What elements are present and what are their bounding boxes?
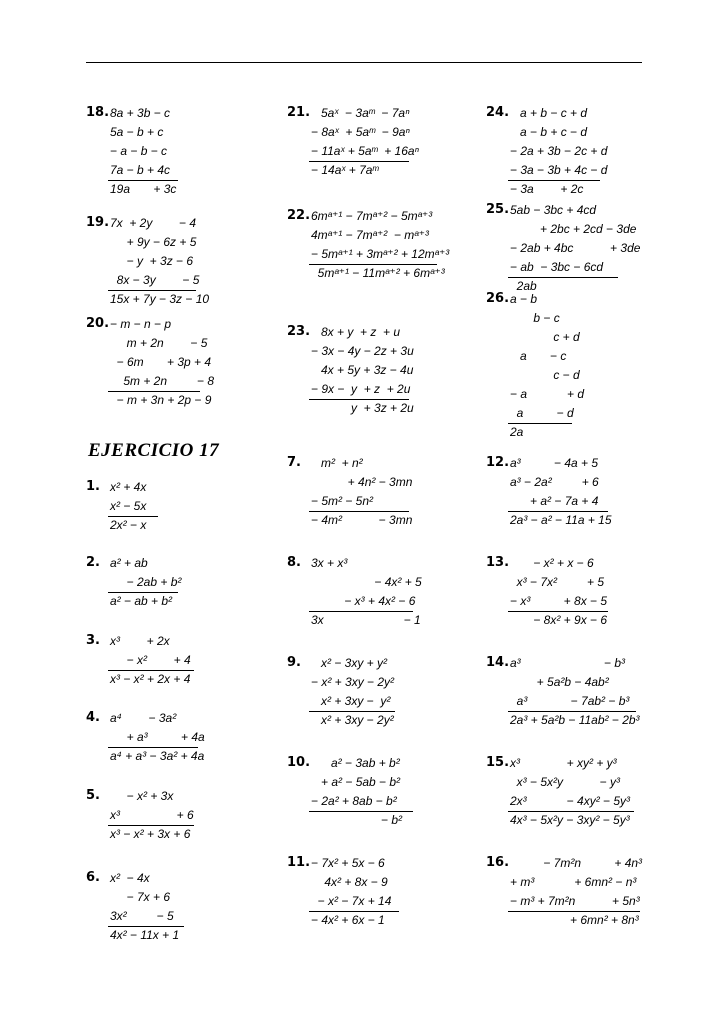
expression-line: 19a + 3c	[110, 182, 177, 196]
expression-line: m² + n²	[311, 456, 363, 470]
expression-line: 2ab	[510, 279, 537, 293]
expression-line: − 4x² + 6x − 1	[311, 913, 385, 927]
expression-line: − a − b − c	[110, 144, 168, 158]
expression-line: + a³ + 4a	[110, 730, 205, 744]
exercise-number: 1.	[86, 479, 100, 494]
expression-line: a² + ab	[110, 556, 148, 570]
sum-rule	[309, 399, 409, 400]
expression-line: 7a − b + 4c	[110, 163, 171, 177]
sum-rule	[309, 911, 399, 912]
expression-line: 8x + y + z + u	[311, 325, 401, 339]
expression-line: 5aˣ − 3aᵐ − 7aⁿ	[311, 106, 410, 120]
expression-line: − 2ab + 4bc + 3de	[510, 241, 641, 255]
sum-rule	[508, 811, 634, 812]
expression-line: − m³ + 7m²n + 5n³	[510, 894, 640, 908]
expression-line: − m + 3n + 2p − 9	[110, 393, 212, 407]
expression-line: − 7m²n + 4n³	[510, 856, 643, 870]
expression-line: 15x + 7y − 3z − 10	[110, 292, 210, 306]
expression-line: a − d	[510, 406, 574, 420]
sum-rule	[108, 825, 194, 826]
sum-rule	[508, 423, 572, 424]
expression-line: − m − n − p	[110, 317, 172, 331]
sum-rule	[508, 511, 608, 512]
expression-line: − x² + x − 6	[510, 556, 594, 570]
exercise-number: 24.	[486, 105, 510, 120]
expression-line: − a + d	[510, 387, 585, 401]
expression-line: − 4x² + 5	[311, 575, 422, 589]
expression-line: a² − ab + b²	[110, 594, 173, 608]
expression-line: 8a + 3b − c	[110, 106, 171, 120]
expression-line: 4x + 5y + 3z − 4u	[311, 363, 414, 377]
exercise-number: 16.	[486, 855, 510, 870]
exercise-number: 8.	[287, 555, 301, 570]
exercise-number: 5.	[86, 788, 100, 803]
exercise-number: 11.	[287, 855, 311, 870]
sum-rule	[309, 511, 409, 512]
exercise-number: 19.	[86, 215, 110, 230]
expression-line: 4x² + 8x − 9	[311, 875, 388, 889]
sum-rule	[108, 747, 198, 748]
expression-line: − 14aˣ + 7aᵐ	[311, 163, 379, 177]
expression-line: − 3x − 4y − 2z + 3u	[311, 344, 414, 358]
expression-line: − ab − 3bc − 6cd	[510, 260, 604, 274]
exercise-number: 14.	[486, 655, 510, 670]
exercise-number: 25.	[486, 202, 510, 217]
expression-line: a − b + c − d	[510, 125, 588, 139]
sum-rule	[309, 611, 413, 612]
expression-line: − 11aˣ + 5aᵐ + 16aⁿ	[311, 144, 419, 158]
exercise-number: 7.	[287, 455, 301, 470]
exercise-number: 22.	[287, 208, 311, 223]
expression-line: c + d	[510, 330, 580, 344]
expression-line: 3x − 1	[311, 613, 421, 627]
expression-line: a⁴ − 3a²	[110, 711, 177, 725]
expression-line: − b²	[311, 813, 403, 827]
expression-line: + 5a²b − 4ab²	[510, 675, 609, 689]
sum-rule	[108, 290, 196, 291]
expression-line: 2a³ − a² − 11a + 15	[510, 513, 612, 527]
expression-line: 5m + 2n − 8	[110, 374, 215, 388]
exercise-number: 15.	[486, 755, 510, 770]
expression-line: a³ − 4a + 5	[510, 456, 599, 470]
expression-line: 3x + x³	[311, 556, 348, 570]
sum-rule	[309, 811, 413, 812]
expression-line: − 4m² − 3mn	[311, 513, 413, 527]
expression-line: − 3a + 2c	[510, 182, 584, 196]
expression-line: 5mᵃ⁺¹ − 11mᵃ⁺² + 6mᵃ⁺³	[311, 266, 445, 280]
expression-line: 8x − 3y − 5	[110, 273, 200, 287]
exercise-number: 18.	[86, 105, 110, 120]
expression-line: + 6mn² + 8n³	[510, 913, 639, 927]
exercise-number: 4.	[86, 710, 100, 725]
exercise-number: 12.	[486, 455, 510, 470]
top-rule	[86, 62, 642, 63]
expression-line: 2x³ − 4xy² − 5y³	[510, 794, 631, 808]
expression-line: − 9x − y + z + 2u	[311, 382, 411, 396]
expression-line: + a² − 5ab − b²	[311, 775, 401, 789]
expression-line: b − c	[510, 311, 560, 325]
expression-line: 4mᵃ⁺¹ − 7mᵃ⁺² − mᵃ⁺³	[311, 228, 429, 242]
expression-line: + 9y − 6z + 5	[110, 235, 197, 249]
expression-line: − 2a + 3b − 2c + d	[510, 144, 608, 158]
expression-line: 4x³ − 5x²y − 3xy² − 5y³	[510, 813, 630, 827]
expression-line: − y + 3z − 6	[110, 254, 194, 268]
expression-line: m + 2n − 5	[110, 336, 208, 350]
expression-line: − 5m² − 5n²	[311, 494, 374, 508]
expression-line: − 6m + 3p + 4	[110, 355, 212, 369]
expression-line: x² + 4x	[110, 480, 147, 494]
expression-line: x³ + 6	[110, 808, 194, 822]
expression-line: x³ − 5x²y − y³	[510, 775, 621, 789]
expression-line: x³ + xy² + y³	[510, 756, 617, 770]
expression-line: c − d	[510, 368, 580, 382]
sum-rule	[108, 592, 178, 593]
expression-line: x³ − x² + 2x + 4	[110, 672, 191, 686]
expression-line: a⁴ + a³ − 3a² + 4a	[110, 749, 205, 763]
expression-line: a³ − 2a² + 6	[510, 475, 599, 489]
expression-line: 2x² − x	[110, 518, 147, 532]
expression-line: − x² + 4	[110, 653, 191, 667]
expression-line: 5a − b + c	[110, 125, 164, 139]
sum-rule	[108, 926, 184, 927]
expression-line: + a² − 7a + 4	[510, 494, 599, 508]
expression-line: x² − 4x	[110, 871, 150, 885]
expression-line: a − b	[510, 292, 538, 306]
expression-line: − 2a² + 8ab − b²	[311, 794, 397, 808]
expression-line: − x³ + 8x − 5	[510, 594, 608, 608]
exercise-number: 9.	[287, 655, 301, 670]
expression-line: y + 3z + 2u	[311, 401, 414, 415]
exercise-number: 6.	[86, 870, 100, 885]
expression-line: − 7x² + 5x − 6	[311, 856, 385, 870]
expression-line: a³ − 7ab² − b³	[510, 694, 630, 708]
sum-rule	[508, 611, 608, 612]
expression-line: a² − 3ab + b²	[311, 756, 400, 770]
expression-line: − x² + 3x	[110, 789, 174, 803]
expression-line: a³ − b³	[510, 656, 626, 670]
expression-line: + 4n² − 3mn	[311, 475, 413, 489]
expression-line: − x² − 7x + 14	[311, 894, 392, 908]
expression-line: − 2ab + b²	[110, 575, 182, 589]
expression-line: x³ + 2x	[110, 634, 170, 648]
expression-line: − 8x² + 9x − 6	[510, 613, 608, 627]
exercise-number: 23.	[287, 324, 311, 339]
expression-line: 7x + 2y − 4	[110, 216, 197, 230]
expression-line: x³ − 7x² + 5	[510, 575, 605, 589]
expression-line: x² − 3xy + y²	[311, 656, 388, 670]
sum-rule	[108, 670, 194, 671]
expression-line: + 2bc + 2cd − 3de	[510, 222, 637, 236]
sum-rule	[309, 711, 395, 712]
sum-rule	[508, 180, 600, 181]
expression-line: − x² + 3xy − 2y²	[311, 675, 395, 689]
sum-rule	[508, 277, 618, 278]
sum-rule	[508, 911, 640, 912]
expression-line: + m³ + 6mn² − n³	[510, 875, 637, 889]
exercise-number: 26.	[486, 291, 510, 306]
exercise-number: 3.	[86, 633, 100, 648]
sum-rule	[508, 711, 636, 712]
expression-line: 2a³ + 5a²b − 11ab² − 2b³	[510, 713, 640, 727]
expression-line: x² − 5x	[110, 499, 147, 513]
expression-line: − 8aˣ + 5aᵐ − 9aⁿ	[311, 125, 410, 139]
expression-line: − x³ + 4x² − 6	[311, 594, 416, 608]
exercise-number: 21.	[287, 105, 311, 120]
expression-line: a − c	[510, 349, 567, 363]
expression-line: x³ − x² + 3x + 6	[110, 827, 191, 841]
expression-line: 6mᵃ⁺¹ − 7mᵃ⁺² − 5mᵃ⁺³	[311, 209, 433, 223]
expression-line: − 3a − 3b + 4c − d	[510, 163, 608, 177]
exercise-number: 13.	[486, 555, 510, 570]
expression-line: a + b − c + d	[510, 106, 588, 120]
expression-line: x² + 3xy − 2y²	[311, 713, 394, 727]
exercise-number: 20.	[86, 316, 110, 331]
section-heading: EJERCICIO 17	[88, 440, 220, 461]
expression-line: 5ab − 3bc + 4cd	[510, 203, 597, 217]
sum-rule	[309, 264, 437, 265]
sum-rule	[108, 516, 158, 517]
expression-line: 2a	[510, 425, 524, 439]
exercise-number: 2.	[86, 555, 100, 570]
expression-line: x² + 3xy − y²	[311, 694, 391, 708]
sum-rule	[108, 391, 200, 392]
expression-line: 4x² − 11x + 1	[110, 928, 180, 942]
exercise-number: 10.	[287, 755, 311, 770]
sum-rule	[309, 161, 409, 162]
sum-rule	[108, 180, 178, 181]
expression-line: − 5mᵃ⁺¹ + 3mᵃ⁺² + 12mᵃ⁺³	[311, 247, 450, 261]
expression-line: 3x² − 5	[110, 909, 174, 923]
expression-line: − 7x + 6	[110, 890, 171, 904]
